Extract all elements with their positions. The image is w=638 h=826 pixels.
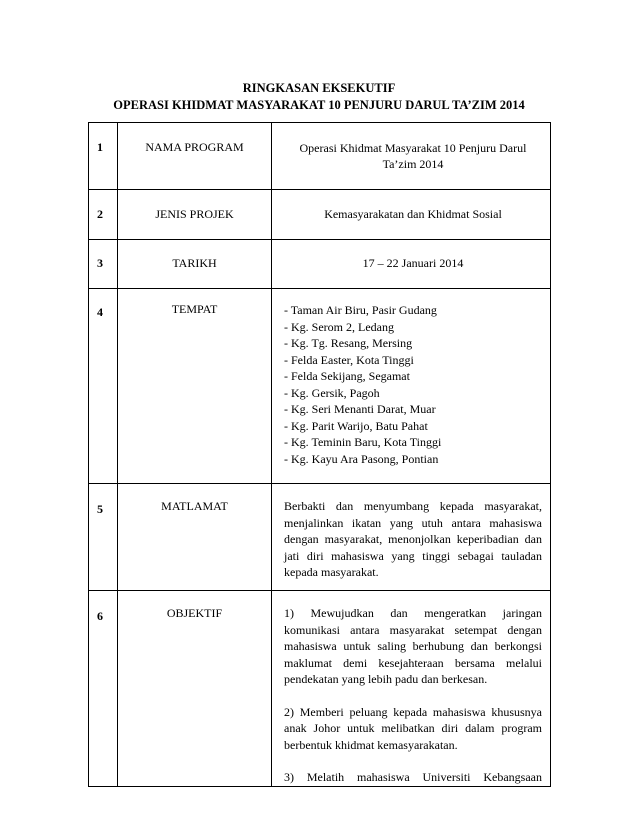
row-number: 1: [89, 123, 118, 190]
row-label: NAMA PROGRAM: [118, 123, 272, 190]
list-item: - Kg. Serom 2, Ledang: [284, 319, 394, 334]
list-item: - Kg. Teminin Baru, Kota Tinggi: [284, 435, 442, 449]
list-item: - Kg. Tg. Resang, Mersing: [284, 336, 413, 350]
places-list: [284, 302, 542, 467]
list-item: - Kg. Kayu Ara Pasong, Pontian: [284, 451, 439, 466]
document-title: RINGKASAN EKSEKUTIF: [242, 81, 396, 95]
document-subtitle: OPERASI KHIDMAT MASYARAKAT 10 PENJURU DARUL TA’ZIM 2014: [113, 98, 525, 112]
objective-item: 2) Memberi peluang kepada mahasiswa khususnya anak Johor untuk melibatkan diri dalam program berbentuk khidmat kemasyarakatan.: [284, 704, 542, 752]
summary-table: [88, 122, 551, 787]
program-name-line2: Ta’zim 2014: [382, 157, 444, 171]
objective-item: 1) Mewujudkan dan mengeratkan jaringan komunikasi antara masyarakat setempat dengan mahasiswa untuk saling berhubung dan berkongsi maklumat demi kesejahteraan bersama melalui pendekatan yang lebih padu dan berkesan.: [284, 606, 542, 686]
table-row: [89, 240, 551, 289]
row-number: 5: [89, 484, 118, 591]
list-item: - Kg. Gersik, Pagoh: [284, 385, 380, 400]
list-item: - Taman Air Biru, Pasir Gudang: [284, 303, 437, 317]
list-item: - Felda Easter, Kota Tinggi: [284, 352, 414, 367]
row-label: JENIS PROJEK: [118, 190, 272, 240]
row-number: 4: [89, 289, 118, 484]
row-value: [272, 289, 551, 484]
goal-text: Berbakti dan menyumbang kepada masyarakat, menjalinkan ikatan yang utuh antara mahasiswa dengan masyarakat, menonjolkan keperibadian dan jati diri mahasiswa yang tinggi sebagai tauladan kepada masyarakat.: [284, 499, 542, 579]
row-label: TEMPAT: [118, 289, 272, 484]
row-number: 6: [89, 591, 118, 787]
list-item: - Kg. Seri Menanti Darat, Muar: [284, 402, 436, 416]
objective-item: 3) Melatih mahasiswa Universiti Kebangsaan: [284, 770, 542, 784]
row-label: MATLAMAT: [118, 484, 272, 591]
document-title-block: [0, 80, 638, 114]
row-value: [272, 123, 551, 190]
list-item: - Felda Sekijang, Segamat: [284, 369, 410, 383]
table-row: [89, 190, 551, 240]
table-row: [89, 289, 551, 484]
row-value: 17 – 22 Januari 2014: [272, 240, 551, 289]
table-row: [89, 123, 551, 190]
row-number: 2: [89, 190, 118, 240]
list-item: - Kg. Parit Warijo, Batu Pahat: [284, 418, 428, 433]
program-name-line1: Operasi Khidmat Masyarakat 10 Penjuru Darul: [299, 141, 527, 155]
table-row: [89, 484, 551, 591]
row-value: [272, 484, 551, 591]
row-value: Kemasyarakatan dan Khidmat Sosial: [272, 190, 551, 240]
row-label: TARIKH: [118, 240, 272, 289]
table-row: [89, 591, 551, 787]
row-label: OBJEKTIF: [118, 591, 272, 787]
row-number: 3: [89, 240, 118, 289]
row-value: [272, 591, 551, 787]
